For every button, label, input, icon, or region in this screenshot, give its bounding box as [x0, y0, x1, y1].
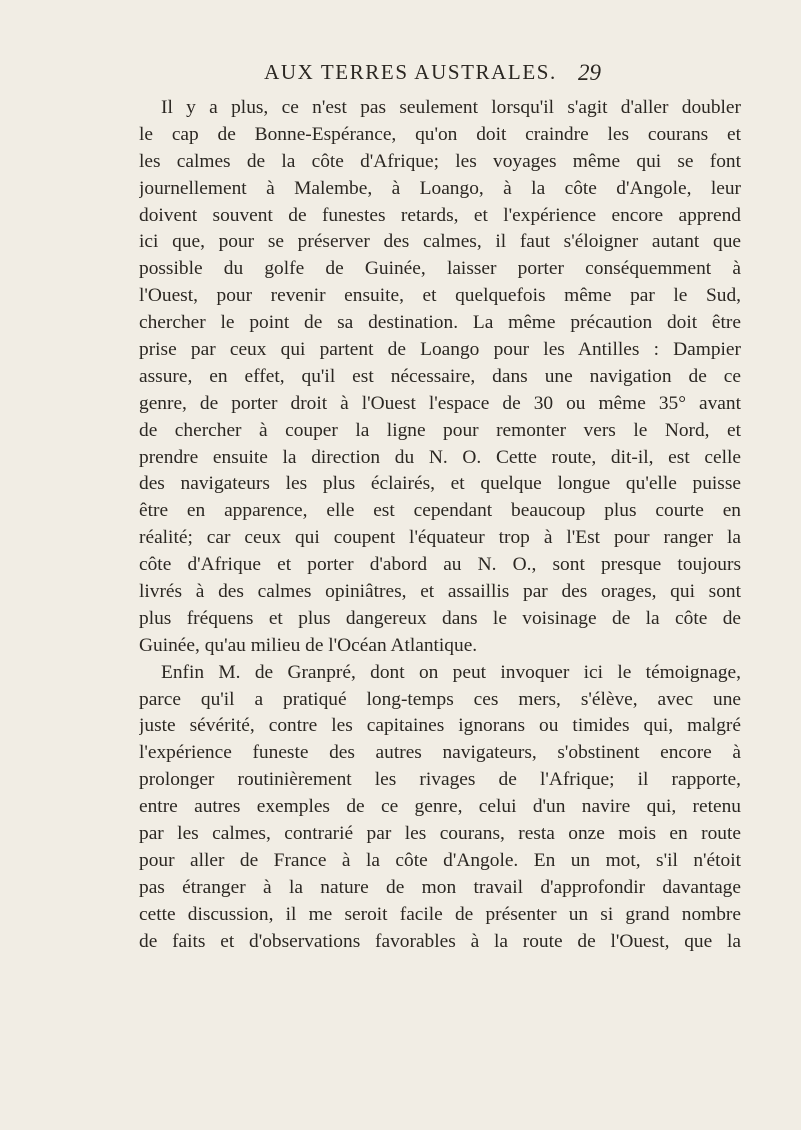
text-line: entre autres exemples de ce genre, celui d'un navire qui, retenu [139, 796, 741, 818]
text-line: réalité; car ceux qui coupent l'équateur trop à l'Est pour ranger la [139, 527, 741, 549]
text-line: pas étranger à la nature de mon travail d'approfondir davantage [139, 876, 741, 898]
text-line: par les calmes, contrarié par les courans, resta onze mois en route [139, 823, 741, 845]
text-line: livrés à des calmes opiniâtres, et assaillis par des orages, qui sont [139, 581, 741, 603]
text-line: Il y a plus, ce n'est pas seulement lorsqu'il s'agit d'aller doubler [161, 97, 741, 118]
text-line: le cap de Bonne-Espérance, qu'on doit craindre les courans et [139, 123, 741, 145]
body-text [139, 95, 741, 956]
text-line: juste sévérité, contre les capitaines ignorans ou timides qui, malgré [139, 715, 741, 737]
text-line: des navigateurs les plus éclairés, et quelque longue qu'elle puisse [139, 473, 741, 495]
text-line: Guinée, qu'au milieu de l'Océan Atlantique. [139, 634, 478, 656]
text-line: l'expérience funeste des autres navigateurs, s'obstinent encore à [139, 742, 741, 764]
text-line: journellement à Malembe, à Loango, à la côte d'Angole, leur [139, 177, 741, 199]
text-line: les calmes de la côte d'Afrique; les voyages même qui se font [139, 150, 741, 172]
text-line: pour aller de France à la côte d'Angole. En un mot, s'il n'étoit [139, 849, 741, 871]
text-line: plus fréquens et plus dangereux dans le voisinage de la côte de [139, 607, 741, 629]
text-line: parce qu'il a pratiqué long-temps ces mers, s'élève, avec une [139, 688, 741, 710]
text-line: assure, en effet, qu'il est nécessaire, dans une navigation de ce [139, 365, 741, 387]
text-line: doivent souvent de funestes retards, et l'expérience encore apprend [139, 204, 741, 226]
text-line: être en apparence, elle est cependant beaucoup plus courte en [139, 500, 741, 522]
text-line: cette discussion, il me seroit facile de présenter un si grand nombre [139, 903, 741, 925]
page-number: 29 [578, 60, 601, 85]
text-line: prise par ceux qui partent de Loango pour les Antilles : Dampier [139, 339, 741, 361]
text-line: Enfin M. de Granpré, dont on peut invoquer ici le témoignage, [161, 661, 741, 683]
text-line: genre, de porter droit à l'Ouest l'espace de 30 ou même 35° avant [139, 392, 741, 414]
text-line: possible du golfe de Guinée, laisser porter conséquemment à [139, 258, 741, 280]
text-line: ici que, pour se préserver des calmes, il faut s'éloigner autant que [139, 231, 741, 253]
text-line: prolonger routinièrement les rivages de l'Afrique; il rapporte, [139, 769, 741, 791]
running-head: AUX TERRES AUSTRALES. [264, 60, 557, 84]
text-line: côte d'Afrique et porter d'abord au N. O., sont presque toujours [139, 554, 741, 576]
text-line: prendre ensuite la direction du N. O. Cette route, dit-il, est celle [139, 446, 741, 468]
text-line: l'Ouest, pour revenir ensuite, et quelquefois même par le Sud, [139, 285, 741, 307]
text-line: de chercher à couper la ligne pour remonter vers le Nord, et [139, 419, 741, 441]
page-header [0, 60, 801, 92]
text-line: chercher le point de sa destination. La même précaution doit être [139, 312, 741, 334]
text-line: de faits et d'observations favorables à la route de l'Ouest, que la [139, 930, 741, 952]
